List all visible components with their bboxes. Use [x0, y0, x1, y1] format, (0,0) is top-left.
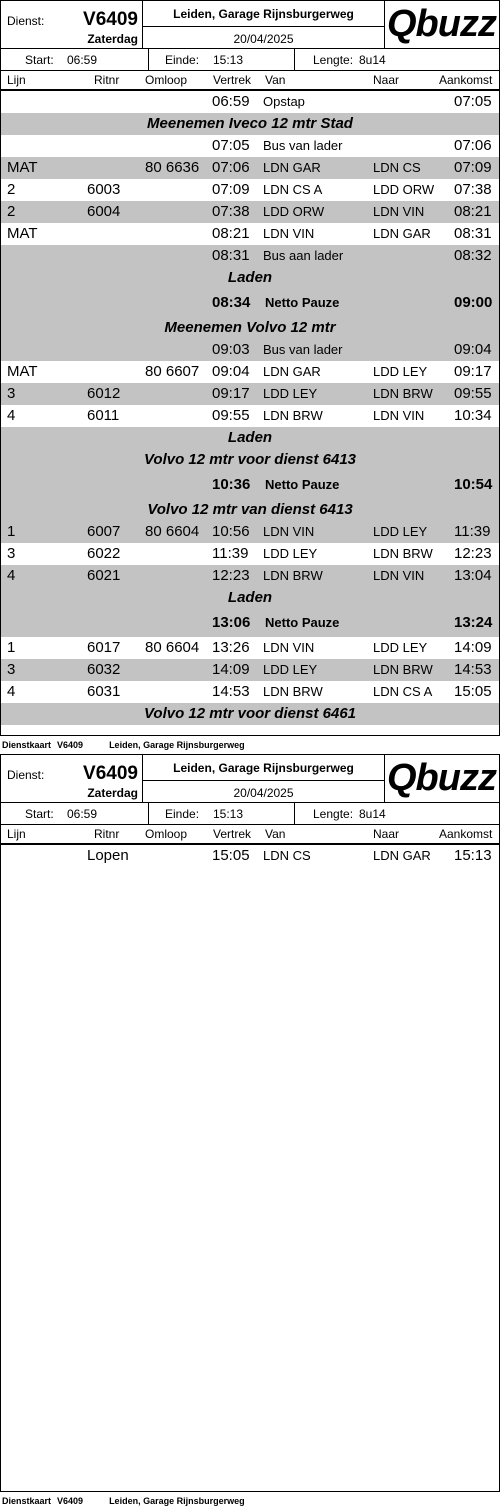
cell-lijn: 3 — [7, 545, 16, 562]
cell-vertrek: 06:59 — [212, 93, 250, 110]
cell-lijn: 2 — [7, 181, 16, 198]
cell-lijn: MAT — [7, 159, 38, 176]
cell-vertrek: 07:09 — [212, 181, 250, 198]
dienstkaart-page-1 — [0, 0, 500, 736]
pause-start: 10:36 — [212, 476, 251, 493]
section-title-text: Laden — [227, 269, 273, 286]
cell-aankomst: 09:55 — [454, 385, 492, 402]
cell-lijn: 3 — [7, 385, 16, 402]
lengte-label: Lengte: — [313, 53, 354, 67]
footer-dienst-number: V6409 — [57, 740, 84, 750]
cell-van: LDN CS A — [263, 182, 323, 197]
section-title-text: Volvo 12 mtr voor dienst 6461 — [143, 705, 357, 722]
cell-ritnr: 6003 — [87, 181, 121, 198]
cell-omloop: 80 6636 — [145, 159, 200, 176]
cell-naar: LDD ORW — [373, 182, 435, 197]
pause-row — [1, 471, 499, 499]
einde-time: 15:13 — [213, 807, 244, 821]
pause-label: Netto Pauze — [265, 295, 340, 310]
pause-label: Netto Pauze — [265, 477, 340, 492]
cell-vertrek: 09:03 — [212, 341, 250, 358]
footer-dienst-number: V6409 — [57, 1496, 84, 1506]
cell-omloop: 80 6604 — [145, 639, 200, 656]
cell-lijn: 4 — [7, 683, 16, 700]
section-title — [1, 427, 499, 449]
table-row — [1, 845, 499, 867]
cell-ritnr: 6022 — [87, 545, 121, 562]
location-name: Leiden, Garage Rijnsburgerweg — [173, 761, 354, 775]
lengte-value: 8u14 — [359, 807, 386, 821]
cell-naar: LDN BRW — [373, 546, 433, 561]
cell-ritnr: 6004 — [87, 203, 121, 220]
service-date: 20/04/2025 — [233, 32, 294, 46]
col-omloop: Omloop — [145, 73, 188, 87]
cell-van: Opstap — [263, 94, 305, 109]
einde-label: Einde: — [165, 807, 200, 821]
cell-vertrek: 07:05 — [212, 137, 250, 154]
column-headers — [1, 825, 499, 844]
table-row — [1, 637, 499, 659]
col-omloop: Omloop — [145, 827, 188, 841]
column-headers — [1, 71, 499, 90]
cell-lijn: 4 — [7, 567, 16, 584]
cell-omloop: 80 6607 — [145, 363, 200, 380]
cell-naar: LDN BRW — [373, 662, 433, 677]
cell-naar: LDD LEY — [373, 364, 428, 379]
section-title — [1, 449, 499, 471]
section-title — [1, 317, 499, 339]
shift-times — [1, 49, 499, 71]
cell-naar: LDN VIN — [373, 568, 425, 583]
page-footer — [2, 1496, 271, 1506]
section-title-text: Volvo 12 mtr voor dienst 6413 — [143, 451, 357, 468]
cell-vertrek: 09:17 — [212, 385, 250, 402]
cell-van: LDN VIN — [263, 226, 315, 241]
section-title — [1, 587, 499, 609]
cell-aankomst: 13:04 — [454, 567, 492, 584]
einde-label: Einde: — [165, 53, 200, 67]
cell-vertrek: 09:55 — [212, 407, 250, 424]
cell-aankomst: 07:38 — [454, 181, 492, 198]
table-row — [1, 521, 499, 543]
cell-vertrek: 14:09 — [212, 661, 250, 678]
col-ritnr: Ritnr — [94, 827, 120, 841]
table-row — [1, 339, 499, 361]
cell-naar: LDN GAR — [373, 848, 431, 863]
section-title-text: Laden — [227, 429, 273, 446]
cell-van: LDD LEY — [263, 386, 318, 401]
cell-naar: LDN VIN — [373, 408, 425, 423]
pause-row — [1, 289, 499, 317]
qbuzz-logo: Qbuzz — [387, 757, 496, 799]
cell-aankomst: 14:09 — [454, 639, 492, 656]
footer-location: Leiden, Garage Rijnsburgerweg — [109, 740, 245, 750]
cell-omloop: 80 6604 — [145, 523, 200, 540]
pause-start: 08:34 — [212, 294, 251, 311]
cell-lijn: 4 — [7, 407, 16, 424]
col-van: Van — [265, 73, 286, 87]
cell-lijn: MAT — [7, 225, 38, 242]
cell-vertrek: 08:31 — [212, 247, 250, 264]
cell-naar: LDN CS — [373, 160, 421, 175]
cell-ritnr: 6011 — [87, 407, 120, 424]
cell-van: LDD LEY — [263, 546, 318, 561]
dienst-label: Dienst: — [7, 14, 45, 28]
start-time: 06:59 — [67, 53, 98, 67]
qbuzz-logo: Qbuzz — [387, 3, 496, 45]
cell-ritnr: 6012 — [87, 385, 121, 402]
cell-vertrek: 10:56 — [212, 523, 250, 540]
cell-aankomst: 09:04 — [454, 341, 492, 358]
cell-aankomst: 08:32 — [454, 247, 492, 264]
dienstkaart-page-2 — [0, 754, 500, 1492]
cell-aankomst: 11:39 — [454, 523, 491, 540]
table-row — [1, 543, 499, 565]
col-van: Van — [265, 827, 286, 841]
cell-aankomst: 15:13 — [454, 847, 492, 864]
cell-van: LDN GAR — [263, 160, 321, 175]
dienst-number: V6409 — [83, 9, 138, 30]
col-vertrek: Vertrek — [213, 73, 252, 87]
cell-lijn: 2 — [7, 203, 16, 220]
cell-vertrek: 11:39 — [212, 545, 249, 562]
section-title — [1, 499, 499, 521]
cell-vertrek: 14:53 — [212, 683, 250, 700]
cell-aankomst: 14:53 — [454, 661, 492, 678]
start-label: Start: — [25, 53, 54, 67]
page-footer — [2, 740, 271, 750]
cell-naar: LDD LEY — [373, 640, 428, 655]
table-row — [1, 135, 499, 157]
cell-vertrek: 15:05 — [212, 847, 250, 864]
dienst-day: Zaterdag — [87, 786, 138, 800]
cell-vertrek: 08:21 — [212, 225, 250, 242]
cell-van: LDN VIN — [263, 524, 315, 539]
cell-aankomst: 08:31 — [454, 225, 492, 242]
section-title — [1, 113, 499, 135]
page-header — [1, 1, 499, 49]
cell-naar: LDN GAR — [373, 226, 431, 241]
shift-times — [1, 803, 499, 825]
einde-time: 15:13 — [213, 53, 244, 67]
section-title-text: Meenemen Iveco 12 mtr Stad — [147, 115, 353, 132]
cell-vertrek: 07:06 — [212, 159, 250, 176]
cell-vertrek: 13:26 — [212, 639, 250, 656]
cell-van: Bus van lader — [263, 138, 343, 153]
cell-aankomst: 15:05 — [454, 683, 492, 700]
start-time: 06:59 — [67, 807, 98, 821]
start-label: Start: — [25, 807, 54, 821]
col-naar: Naar — [373, 73, 400, 87]
table-row — [1, 659, 499, 681]
section-title-text: Laden — [227, 589, 273, 606]
pause-end: 10:54 — [454, 476, 493, 493]
cell-naar: LDN BRW — [373, 386, 433, 401]
cell-aankomst: 07:05 — [454, 93, 492, 110]
table-row — [1, 157, 499, 179]
cell-van: LDN GAR — [263, 364, 321, 379]
location-cell — [143, 1, 385, 49]
cell-van: LDN BRW — [263, 408, 323, 423]
cell-aankomst: 10:34 — [454, 407, 492, 424]
dienst-number: V6409 — [83, 763, 138, 784]
table-row — [1, 383, 499, 405]
table-row — [1, 223, 499, 245]
col-lijn: Lijn — [7, 827, 26, 841]
cell-van: LDD LEY — [263, 662, 318, 677]
location-cell — [143, 755, 385, 803]
table-row — [1, 201, 499, 223]
schedule-table — [1, 844, 499, 867]
cell-aankomst: 12:23 — [454, 545, 492, 562]
cell-ritnr: 6031 — [87, 683, 121, 700]
col-ritnr: Ritnr — [94, 73, 120, 87]
cell-van: Bus van lader — [263, 342, 343, 357]
cell-aankomst: 07:09 — [454, 159, 492, 176]
cell-ritnr: 6032 — [87, 661, 121, 678]
col-aankomst: Aankomst — [439, 73, 493, 87]
cell-van: LDD ORW — [263, 204, 325, 219]
cell-naar: LDD LEY — [373, 524, 428, 539]
cell-lijn: 1 — [7, 639, 16, 656]
location-name: Leiden, Garage Rijnsburgerweg — [173, 7, 354, 21]
col-lijn: Lijn — [7, 73, 26, 87]
cell-naar: LDN CS A — [373, 684, 433, 699]
pause-end: 09:00 — [454, 294, 493, 311]
pause-end: 13:24 — [454, 614, 493, 631]
cell-lijn: MAT — [7, 363, 38, 380]
footer-label: Dienstkaart — [2, 1496, 52, 1506]
section-title — [1, 703, 499, 725]
footer-location: Leiden, Garage Rijnsburgerweg — [109, 1496, 245, 1506]
table-row — [1, 405, 499, 427]
cell-van: LDN BRW — [263, 684, 323, 699]
cell-van: LDN BRW — [263, 568, 323, 583]
footer-label: Dienstkaart — [2, 740, 52, 750]
cell-aankomst: 08:21 — [454, 203, 492, 220]
lengte-value: 8u14 — [359, 53, 386, 67]
dienst-cell — [1, 755, 143, 803]
cell-naar: LDN VIN — [373, 204, 425, 219]
dienst-label: Dienst: — [7, 768, 45, 782]
cell-aankomst: 07:06 — [454, 137, 492, 154]
table-row — [1, 179, 499, 201]
cell-ritnr: 6007 — [87, 523, 121, 540]
table-row — [1, 565, 499, 587]
schedule-table — [1, 90, 499, 725]
cell-van: Bus aan lader — [263, 248, 344, 263]
pause-row — [1, 609, 499, 637]
pause-start: 13:06 — [212, 614, 251, 631]
cell-ritnr: 6021 — [87, 567, 121, 584]
cell-aankomst: 09:17 — [454, 363, 492, 380]
dienst-cell — [1, 1, 143, 49]
cell-vertrek: 09:04 — [212, 363, 250, 380]
section-title — [1, 267, 499, 289]
pause-label: Netto Pauze — [265, 615, 340, 630]
page-header — [1, 755, 499, 803]
section-title-text: Volvo 12 mtr van dienst 6413 — [147, 501, 353, 518]
section-title-text: Meenemen Volvo 12 mtr — [164, 319, 336, 336]
col-naar: Naar — [373, 827, 400, 841]
cell-lijn: 1 — [7, 523, 16, 540]
cell-vertrek: 12:23 — [212, 567, 250, 584]
cell-van: LDN VIN — [263, 640, 315, 655]
logo-cell — [385, 755, 499, 803]
service-date: 20/04/2025 — [233, 786, 294, 800]
lengte-label: Lengte: — [313, 807, 354, 821]
cell-ritnr: Lopen — [87, 847, 129, 864]
table-row — [1, 361, 499, 383]
table-row — [1, 245, 499, 267]
dienst-day: Zaterdag — [87, 32, 138, 46]
cell-van: LDN CS — [263, 848, 311, 863]
logo-cell — [385, 1, 499, 49]
table-row — [1, 681, 499, 703]
cell-ritnr: 6017 — [87, 639, 121, 656]
cell-lijn: 3 — [7, 661, 16, 678]
col-aankomst: Aankomst — [439, 827, 493, 841]
table-row — [1, 91, 499, 113]
col-vertrek: Vertrek — [213, 827, 252, 841]
cell-vertrek: 07:38 — [212, 203, 250, 220]
